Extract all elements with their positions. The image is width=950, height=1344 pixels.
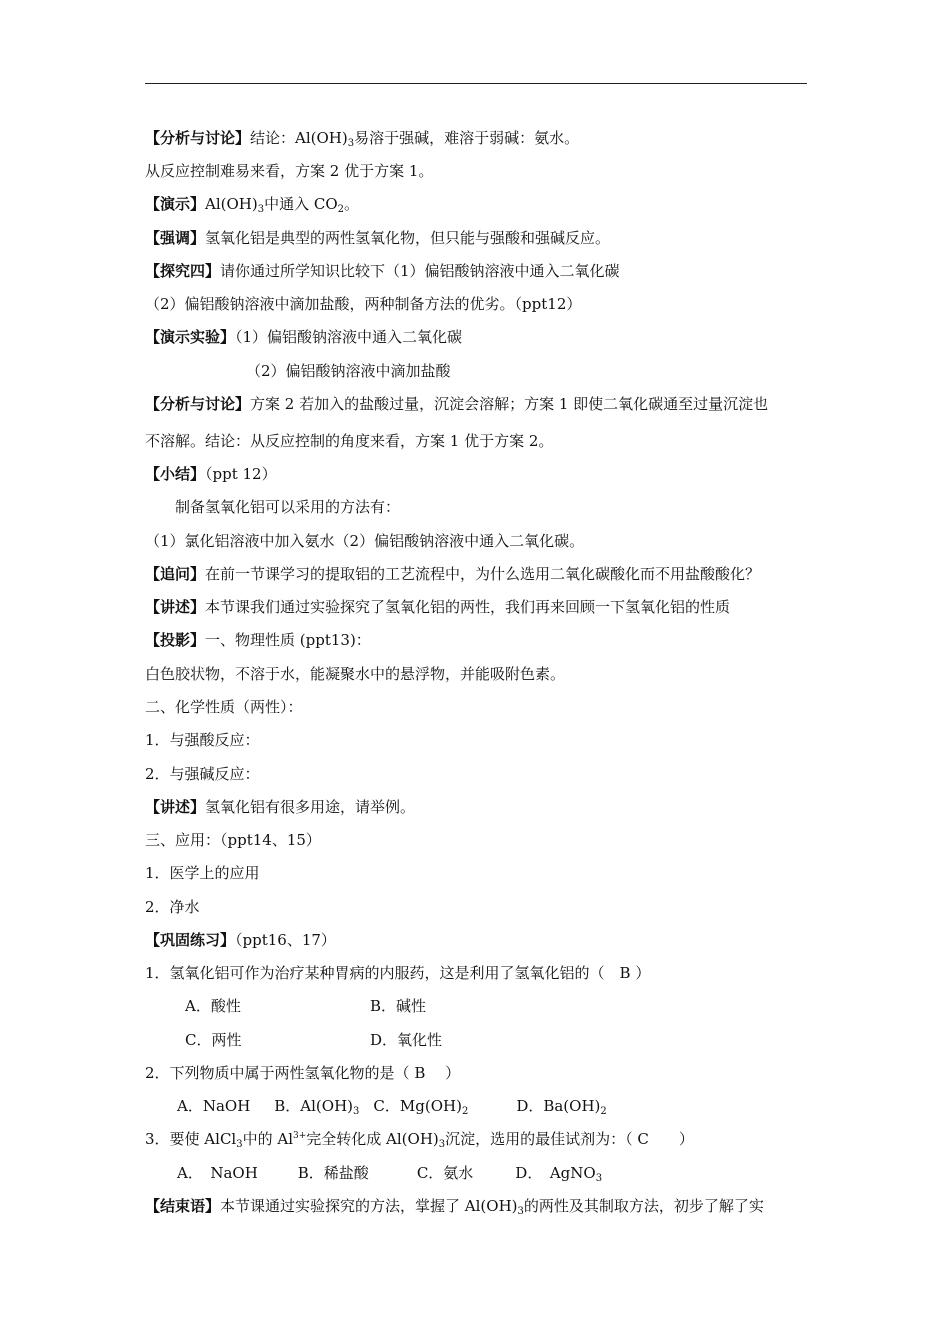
section-tag: 【强调】 <box>145 229 206 247</box>
analysis-discussion-2-cont: 不溶解。结论：从反应控制的角度来看，方案 1 优于方案 2。 <box>145 432 554 450</box>
text: Al(OH) <box>205 195 258 213</box>
section-tag: 【演示】 <box>145 195 206 213</box>
text: 在前一节课学习的提取铝的工艺流程中，为什么选用二氧化碳酸化而不用盐酸酸化？ <box>205 565 761 583</box>
explore-four-line <box>145 261 620 281</box>
q1-options-ab <box>185 996 427 1016</box>
summary-methods: （1）氯化铝溶液中加入氨水（2）偏铝酸钠溶液中通入二氧化碳。 <box>145 532 585 550</box>
subscript: 3 <box>347 138 355 149</box>
text: （ppt 12） <box>205 465 277 483</box>
subscript: 3 <box>257 204 265 215</box>
option-c: C．Mg(OH) <box>373 1097 462 1115</box>
applications-heading: 三、应用：（ppt14、15） <box>145 831 321 849</box>
text: 中的 Al <box>242 1130 293 1148</box>
summary-intro: 制备氢氧化铝可以采用的方法有： <box>175 498 401 516</box>
acid-reaction: 1．与强酸反应： <box>145 731 260 749</box>
narration-1 <box>145 597 730 617</box>
option-d: D．氧化性 <box>370 1031 443 1049</box>
option-a: A． NaOH <box>177 1164 258 1182</box>
section-tag: 【分析与讨论】 <box>145 395 251 413</box>
text: （1）偏铝酸钠溶液中通入二氧化碳 <box>235 328 463 346</box>
option-a: A．酸性 <box>185 997 241 1015</box>
narration-2 <box>145 797 415 817</box>
text: 易溶于强碱，难溶于弱碱：氨水。 <box>354 129 580 147</box>
text: 方案 2 若加入的盐酸过量，沉淀会溶解；方案 1 即使二氧化碳通至过量沉淀也 <box>250 395 769 413</box>
comparison-text: 从反应控制难易来看，方案 2 优于方案 1。 <box>145 162 434 180</box>
follow-up-question <box>145 564 760 584</box>
medical-application: 1．医学上的应用 <box>145 864 260 882</box>
subscript: 3 <box>438 1139 446 1150</box>
subscript: 3 <box>236 1139 243 1150</box>
option-b: B．碱性 <box>370 997 427 1015</box>
water-purification: 2．净水 <box>145 898 200 916</box>
option-d: D．Ba(OH) <box>516 1097 601 1115</box>
demo-line <box>145 194 359 214</box>
section-tag: 【演示实验】 <box>145 328 236 346</box>
analysis-discussion-2 <box>145 394 768 414</box>
question-2: 2．下列物质中属于两性氢氧化物的是（ B ） <box>145 1064 461 1082</box>
text: 沉淀，选用的最佳试剂为：（ C ） <box>445 1130 694 1148</box>
text: 本节课通过实验探究的方法，掌握了 Al(OH) <box>220 1197 518 1215</box>
analysis-discussion-1 <box>145 128 579 148</box>
header-rule <box>145 83 807 84</box>
section-tag: 【讲述】 <box>145 798 206 816</box>
text: 氢氧化铝是典型的两性氢氧化物，但只能与强酸和强碱反应。 <box>205 229 611 247</box>
section-tag: 【结束语】 <box>145 1197 221 1215</box>
option-d: D． AgNO <box>515 1164 596 1182</box>
section-tag: 【小结】 <box>145 465 206 483</box>
subscript: 3 <box>517 1206 524 1217</box>
superscript: 3+ <box>293 1131 307 1141</box>
text: 的两性及其制取方法，初步了解了实 <box>523 1197 764 1215</box>
text: 。 <box>344 195 360 213</box>
demo-experiment-line <box>145 327 462 347</box>
text: 请你通过所学知识比较下（1）偏铝酸钠溶液中通入二氧化碳 <box>220 262 620 280</box>
base-reaction: 2．与强碱反应： <box>145 765 260 783</box>
subscript: 2 <box>600 1106 607 1117</box>
text: 结论：Al(OH) <box>250 129 348 147</box>
subscript: 3 <box>353 1106 360 1117</box>
practice-heading <box>145 930 336 950</box>
question-3 <box>145 1129 694 1149</box>
projection-line <box>145 630 371 650</box>
emphasis-line <box>145 228 610 248</box>
option-c: C．氨水 <box>416 1164 474 1182</box>
section-tag: 【投影】 <box>145 631 206 649</box>
option-b: B．稀盐酸 <box>297 1164 369 1182</box>
option-c: C．两性 <box>185 1031 242 1049</box>
option-b: B．Al(OH) <box>274 1097 354 1115</box>
closing-remarks <box>145 1196 764 1216</box>
q2-options <box>177 1096 607 1116</box>
summary-line <box>145 464 277 484</box>
q1-options-cd <box>185 1030 443 1050</box>
text: 中通入 CO <box>264 195 338 213</box>
section-tag: 【探究四】 <box>145 262 221 280</box>
option-a: A．NaOH <box>177 1097 251 1115</box>
explore-four-cont: （2）偏铝酸钠溶液中滴加盐酸，两种制备方法的优劣。（ppt12） <box>145 295 582 313</box>
section-tag: 【巩固练习】 <box>145 931 236 949</box>
text: 氢氧化铝有很多用途，请举例。 <box>205 798 416 816</box>
text: （ppt16、17） <box>235 931 336 949</box>
physical-properties: 白色胶状物，不溶于水，能凝聚水中的悬浮物，并能吸附色素。 <box>145 665 566 683</box>
text: 本节课我们通过实验探究了氢氧化铝的两性，我们再来回顾一下氢氧化铝的性质 <box>205 598 731 616</box>
text: 一、物理性质 (ppt13)： <box>205 631 371 649</box>
section-tag: 【分析与讨论】 <box>145 129 251 147</box>
subscript: 2 <box>461 1106 469 1117</box>
q3-options <box>177 1163 602 1183</box>
subscript: 3 <box>595 1173 603 1184</box>
chemical-properties-heading: 二、化学性质（两性）： <box>145 698 303 716</box>
question-1: 1．氢氧化铝可作为治疗某种胃病的内服药，这是利用了氢氧化铝的（ B ） <box>145 964 651 982</box>
section-tag: 【追问】 <box>145 565 206 583</box>
text: 完全转化成 Al(OH) <box>306 1130 439 1148</box>
text: 3．要使 AlCl <box>145 1130 237 1148</box>
section-tag: 【讲述】 <box>145 598 206 616</box>
demo-experiment-cont: （2）偏铝酸钠溶液中滴加盐酸 <box>246 362 451 380</box>
subscript: 2 <box>337 204 345 215</box>
